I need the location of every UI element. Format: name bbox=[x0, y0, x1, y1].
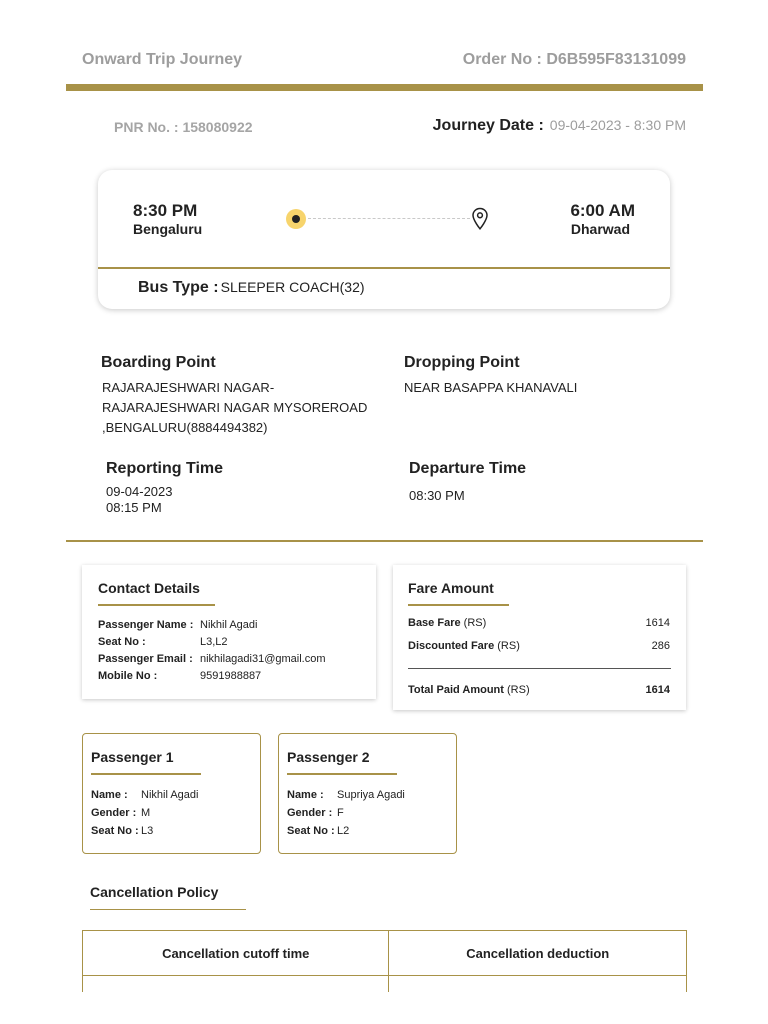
origin-dot-center bbox=[292, 215, 300, 223]
pnr-value: 158080922 bbox=[182, 119, 253, 135]
passenger-title-underline bbox=[287, 773, 397, 775]
cancellation-policy-heading: Cancellation Policy bbox=[90, 884, 219, 900]
passenger-seat: L3 bbox=[141, 825, 154, 837]
passenger-title: Passenger 2 bbox=[287, 749, 370, 765]
contact-keys bbox=[98, 617, 193, 685]
order-value: D6B595F83131099 bbox=[546, 51, 686, 68]
total-paid-value: 1614 bbox=[645, 684, 670, 696]
passenger-gender: F bbox=[337, 807, 344, 819]
fare-divider bbox=[408, 668, 671, 669]
boarding-point-address bbox=[102, 378, 382, 438]
boarding-line: ,BENGALURU(8884494382) bbox=[102, 420, 268, 435]
pnr-label: PNR No. : bbox=[114, 119, 179, 135]
reporting-time-value bbox=[106, 484, 173, 516]
table-row bbox=[83, 976, 687, 993]
contact-key: Passenger Name : bbox=[98, 619, 194, 631]
table-cell bbox=[83, 976, 389, 993]
passenger-name: Supriya Agadi bbox=[337, 789, 405, 801]
departure-time-value: 08:30 PM bbox=[409, 488, 465, 503]
reporting-date: 09-04-2023 bbox=[106, 484, 173, 499]
base-fare-value: 1614 bbox=[645, 617, 670, 629]
dropping-point-heading: Dropping Point bbox=[404, 354, 520, 371]
mobile-no-value: 9591988887 bbox=[200, 670, 262, 682]
location-pin-icon bbox=[471, 207, 489, 231]
contact-key: Mobile No : bbox=[98, 670, 158, 682]
boarding-point-heading: Boarding Point bbox=[101, 354, 216, 371]
contact-values bbox=[200, 617, 326, 685]
base-fare-label: Base Fare (RS) bbox=[408, 617, 487, 629]
contact-key: Seat No : bbox=[98, 636, 146, 648]
passenger-keys: Name : Gender : Seat No : bbox=[287, 789, 335, 837]
departure-time-heading: Departure Time bbox=[409, 460, 527, 477]
passenger-gender: M bbox=[141, 807, 151, 819]
passenger-card bbox=[278, 733, 457, 854]
passenger-keys: Name : Gender : Seat No : bbox=[91, 789, 139, 837]
table-header-row bbox=[83, 931, 687, 976]
bus-type-value: SLEEPER COACH(32) bbox=[220, 279, 365, 295]
route-card-divider bbox=[98, 267, 670, 269]
journey-date-value: 09-04-2023 - 8:30 PM bbox=[549, 117, 686, 133]
arrival-city: Dharwad bbox=[570, 221, 630, 237]
boarding-line: RAJARAJESHWARI NAGAR- bbox=[102, 380, 275, 395]
contact-key: Passenger Email : bbox=[98, 653, 193, 665]
passenger-values bbox=[141, 786, 198, 804]
seat-no-value: L3,L2 bbox=[200, 636, 228, 648]
boarding-line: RAJARAJESHWARI NAGAR MYSOREROAD bbox=[102, 400, 368, 415]
journey-date-label: Journey Date : bbox=[432, 117, 544, 134]
discounted-fare-value: 286 bbox=[651, 640, 670, 652]
contact-title-underline bbox=[98, 604, 215, 606]
passenger-name-value: Nikhil Agadi bbox=[200, 619, 258, 631]
fare-title-underline bbox=[408, 604, 509, 606]
total-paid-label: Total Paid Amount (RS) bbox=[408, 684, 530, 696]
header-divider bbox=[66, 84, 703, 91]
passenger-name: Nikhil Agadi bbox=[141, 789, 199, 801]
journey-date bbox=[433, 117, 686, 135]
bus-type bbox=[138, 279, 365, 297]
arrival-time: 6:00 AM bbox=[570, 201, 635, 220]
contact-details-title: Contact Details bbox=[98, 580, 200, 596]
order-label: Order No : bbox=[462, 51, 542, 68]
cancellation-policy-underline bbox=[90, 909, 246, 910]
fare-amount-title: Fare Amount bbox=[408, 580, 494, 596]
trip-title: Onward Trip Journey bbox=[82, 51, 243, 68]
cutoff-time-header: Cancellation cutoff time bbox=[83, 931, 389, 976]
section-divider bbox=[66, 540, 703, 542]
pnr bbox=[114, 119, 253, 135]
reporting-time-heading: Reporting Time bbox=[106, 460, 224, 477]
passenger-card bbox=[82, 733, 261, 854]
passenger-title-underline bbox=[91, 773, 201, 775]
deduction-header: Cancellation deduction bbox=[389, 931, 687, 976]
departure-time: 8:30 PM bbox=[133, 201, 198, 220]
discounted-fare-label: Discounted Fare (RS) bbox=[408, 640, 520, 652]
cancellation-policy-table bbox=[82, 930, 687, 992]
departure-city: Bengaluru bbox=[133, 221, 203, 237]
passenger-title: Passenger 1 bbox=[91, 749, 174, 765]
bus-type-label: Bus Type : bbox=[138, 279, 219, 296]
fare-amount-card bbox=[393, 565, 686, 710]
reporting-time: 08:15 PM bbox=[106, 500, 162, 515]
passenger-seat: L2 bbox=[337, 825, 350, 837]
contact-details-card bbox=[82, 565, 376, 699]
dropping-point-address: NEAR BASAPPA KHANAVALI bbox=[404, 380, 578, 395]
table-cell bbox=[389, 976, 687, 993]
order-number bbox=[463, 51, 686, 69]
passenger-email-value: nikhilagadi31@gmail.com bbox=[200, 653, 326, 665]
route-dashed-line bbox=[308, 218, 470, 219]
